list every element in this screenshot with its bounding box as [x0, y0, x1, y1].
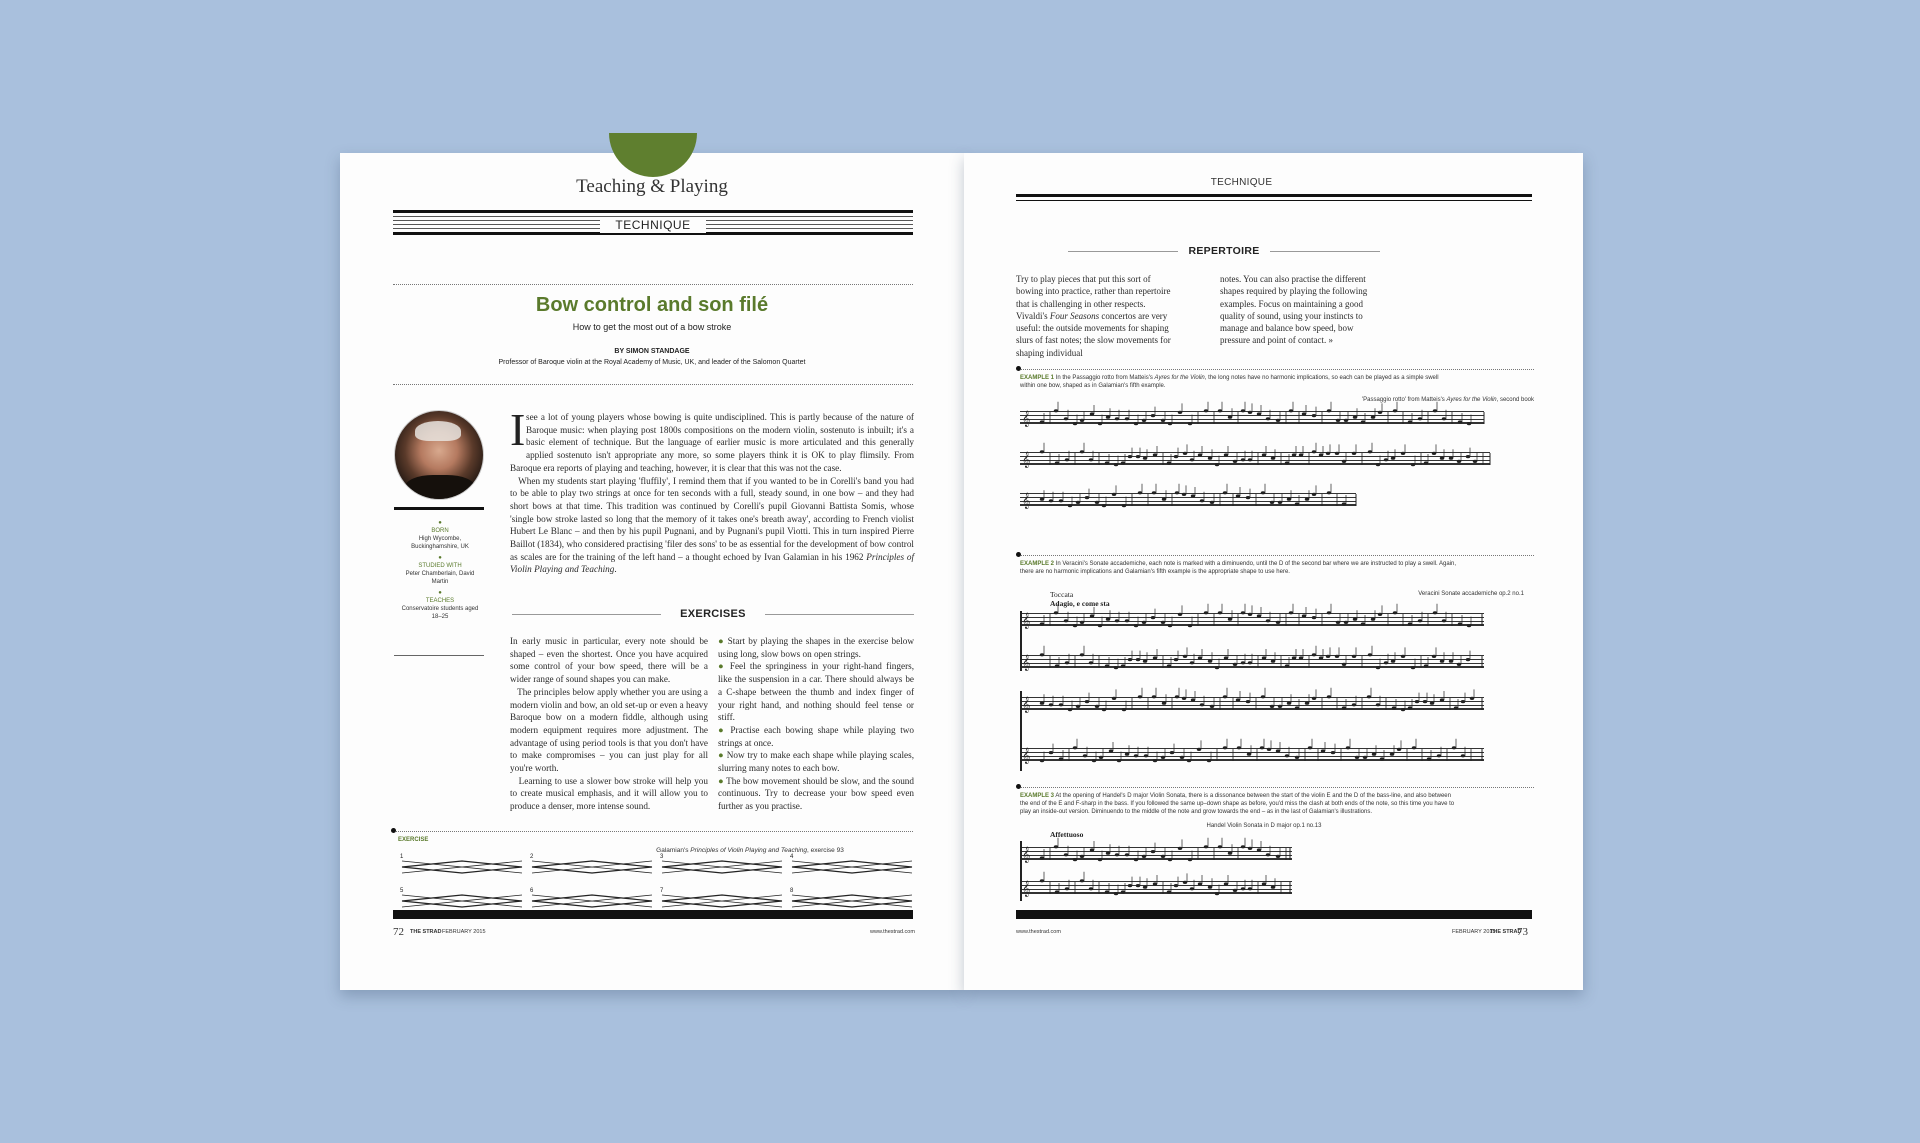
example3-caption — [1020, 792, 1460, 816]
note-group — [1022, 688, 1482, 713]
byline: BY SIMON STANDAGE — [614, 348, 690, 355]
repertoire-column-2: notes. You can also practise the different shapes required by playing the following examples. Focus on maintaining a good quality of sound, using your instincts to manage and balance bow speed, bow pressure and point of contact. » — [1220, 274, 1368, 346]
bow-shape — [790, 888, 912, 907]
example2-bullet — [1016, 552, 1021, 557]
example1-source: 'Passaggio rotto' from Matteis's Ayres for the Violin, second book — [1361, 397, 1534, 403]
example2-piece-title: Toccata — [1050, 590, 1074, 599]
footer-url: www.thestrad.com — [1016, 929, 1061, 935]
bow-shape-number: 3 — [660, 854, 664, 860]
page-folio: 72 — [393, 926, 404, 938]
footer-magazine: THE STRAD — [410, 929, 442, 935]
bow-shape-number: 6 — [530, 888, 534, 894]
example1-bullet — [1016, 366, 1021, 371]
exercise-source: Galamian's Principles of Violin Playing and Teaching, exercise 93 — [656, 847, 844, 854]
note-group — [1022, 872, 1290, 897]
left-page — [340, 153, 964, 990]
note-group — [1022, 402, 1484, 427]
svg-text:𝄞: 𝄞 — [1022, 748, 1031, 764]
svg-text:𝄞: 𝄞 — [1022, 847, 1031, 863]
right-page — [964, 153, 1583, 990]
header-rule-2 — [393, 216, 913, 217]
bio-panel — [390, 519, 490, 621]
bow-shape-number: 8 — [790, 888, 794, 894]
example2-caption — [1020, 560, 1460, 576]
example3-notation — [1020, 841, 1534, 916]
bow-shape-number: 5 — [400, 888, 404, 894]
bow-shape-number: 4 — [790, 854, 794, 860]
repertoire-column-1: Try to play pieces that put this sort of bowing into practice, rather than repertoire that is challenging in other respects. Vivaldi's Four Seasons concertos are very useful: the outside movements for shaping slurs of fast notes; the slow movements for shaping individual — [1016, 274, 1171, 358]
section-title: Teaching & Playing — [576, 176, 728, 197]
note-group — [1022, 484, 1356, 509]
article-title: Bow control and son filé — [535, 294, 769, 316]
example2-notation — [1020, 611, 1534, 786]
example3-tempo: Affettuoso — [1050, 830, 1084, 839]
bow-shape-number: 7 — [660, 888, 664, 894]
section-semicircle — [609, 133, 697, 177]
section-tab: TECHNIQUE — [600, 218, 706, 233]
note-group — [1022, 739, 1482, 764]
bow-shape — [400, 854, 522, 873]
bow-shape — [660, 888, 782, 907]
example3-label: EXAMPLE 3 — [1020, 793, 1055, 799]
page-folio: 73 — [1517, 926, 1528, 938]
svg-text:𝄞: 𝄞 — [1022, 493, 1031, 509]
exercise-box-rule — [393, 831, 913, 832]
example3-score — [1020, 841, 1534, 916]
svg-text:𝄞: 𝄞 — [1022, 655, 1031, 671]
footer-url: www.thestrad.com — [870, 929, 915, 935]
bow-shape-number: 2 — [530, 854, 534, 860]
footer-rule — [393, 910, 913, 919]
exercises-column-1: In early music in particular, every note should be shaped – even the shortest. Once you have acquired some control of your bow speed, there will be a wider range of sound shapes you can make. The principles below apply whether you are using a modern violin and bow, an old set-up or even a heavy Baroque bow on a modern fiddle, although using modern equipment requires more adjustment. The advantage of using period tools is that you don't have to make compromises – you can just play for all you're worth. Learning to use a slower bow stroke will help you to create musical emphasis, and it will allow you to produce a denser, more intense sound. — [510, 636, 708, 812]
title-rule-top — [393, 284, 913, 285]
example2-text: In Veracini's Sonate accademiche, each note is marked with a diminuendo, until the D of the second bar where we are instructed to play a swell. Again, there are no harmonic implications and Galamian's fifth example is the appropriate shape to use here. — [1020, 561, 1457, 575]
exercises-column-2: ● Start by playing the shapes in the exercise below using long, slow bows on open strings. ● Feel the springiness in your right-hand fingers, like the suspension in a car. There should always be a C-shape between the thumb and index finger of your right hand, and nothing should feel tense or stiff. ● Practise each bowing shape while playing two strings at once. ● Now try to make each shape while playing scales, slurring many notes to each bow. ● The bow movement should be slow, and the sound continuous. Try to decrease your bow speed even further as you practise. — [718, 636, 914, 812]
example2-label: EXAMPLE 2 — [1020, 561, 1055, 567]
svg-text:𝄞: 𝄞 — [1022, 452, 1031, 468]
example3-rule — [1018, 787, 1534, 788]
example1-notation — [1020, 408, 1534, 508]
intro-body: see a lot of young players whose bowing is quite undisciplined. This is partly because of the nature of Baroque music: when playing post 1800s compositions on the modern violin, sostenuto is inbuilt; it's a basic element of technique. But the language of earlier music is more articulated and this generally applied sostenuto isn't appropriate any more, so some players think it is OK to play flimsily. From Baroque era reports of playing and teaching, however, it is clear that this was not the case. When my students start playing 'fluffily', I remind them that if you wanted to be in Corelli's band you had to be able to play two strings at once for ten seconds with a full, steady sound, in one bow – and they had short bows at that time. This tradition was continued by Corelli's pupil Giovanni Battista Somis, whose 'single bow stroke lasted so long that the memory of it takes one's breath away', according to French violist Hubert Le Blanc – and then by his pupil Pugnani, and by Pugnani's pupil Viotti. This in turn inspired Pierre Baillot (1834), who considered practising 'filer des sons' to be as essential for the development of bow control as scales are for the training of the left hand – a thought echoed by Ivan Galamian in his 1962 Principles of Violin Playing and Teaching. — [510, 412, 914, 575]
footer-date: FEBRUARY 2015 — [1452, 929, 1496, 935]
svg-text:𝄞: 𝄞 — [1022, 881, 1031, 897]
exercises-heading: EXERCISES — [661, 608, 765, 620]
bio-born-value: High Wycombe, Buckinghamshire, UK — [411, 536, 469, 550]
svg-text:𝄞: 𝄞 — [1022, 411, 1031, 427]
bio-dot: ● — [438, 520, 442, 526]
bow-shape — [530, 854, 652, 873]
bio-rule-top — [394, 507, 484, 510]
example1-rule — [1018, 369, 1534, 370]
bio-teaches-value: Conservatoire students aged 18–25 — [401, 606, 479, 620]
bio-dot: ● — [438, 555, 442, 561]
svg-text:𝄞: 𝄞 — [1022, 613, 1031, 629]
bio-studied-value: Peter Chamberlain, David Martin — [405, 571, 475, 585]
repertoire-heading: REPERTOIRE — [1178, 245, 1270, 257]
example3-source: Handel Violin Sonata in D major op.1 no.13 — [1206, 823, 1322, 829]
example2-source: Veracini Sonate accademiche op.2 no.1 — [1418, 591, 1524, 597]
bow-shape-number: 1 — [400, 854, 404, 860]
example1-label: EXAMPLE 1 — [1020, 375, 1055, 381]
bio-rule-bottom — [394, 655, 484, 656]
header-rule-b — [1016, 200, 1532, 201]
exercise-label: EXERCISE — [398, 837, 429, 843]
footer-magazine: THE STRAD — [1490, 929, 1522, 935]
example1-text: In the Passaggio rotto from Matteis's Ayres for the Violin, the long notes have no harmonic implications, so each can be played as a simple swell within one bow, shaped as in Galamian's fifth example. — [1020, 375, 1439, 389]
exercise-bullet — [391, 828, 396, 833]
running-header: TECHNIQUE — [1210, 177, 1273, 188]
bow-shape — [660, 854, 782, 873]
example1-score — [1020, 408, 1534, 508]
bio-studied-label: STUDIED WITH — [418, 563, 462, 569]
bow-shape — [790, 854, 912, 873]
example3-text: At the opening of Handel's D major Violin Sonata, there is a dissonance between the start of the violin E and the D of the bass-line, and also between the end of the E and F-sharp in the bass. If you followed the same up–down shape as before, you'd miss the clash at both ends of the note, so this time you have to play an inside-out version. Diminuendo to the middle of the note and grow towards the end – as in the last of Galamian's illustrations. — [1020, 793, 1455, 815]
bio-born-label: BORN — [431, 528, 449, 534]
example2-tempo: Adagio, e come sta — [1050, 599, 1110, 608]
byline-description: Professor of Baroque violin at the Royal Academy of Music, UK, and leader of the Salomon Quartet — [498, 359, 806, 366]
bow-shape — [400, 888, 522, 907]
bow-shape — [530, 888, 652, 907]
note-group — [1022, 838, 1290, 863]
example3-bullet — [1016, 784, 1021, 789]
title-rule-bottom — [393, 384, 913, 385]
note-group — [1022, 443, 1490, 468]
drop-cap: I — [510, 404, 526, 455]
example2-rule — [1018, 555, 1534, 556]
footer-date: FEBRUARY 2015 — [442, 929, 486, 935]
bio-dot: ● — [438, 590, 442, 596]
bow-shape-diagrams — [390, 853, 920, 913]
header-rule-a — [1016, 194, 1532, 197]
author-avatar — [394, 410, 484, 500]
note-group — [1022, 646, 1482, 671]
example2-score — [1020, 611, 1534, 786]
header-rule-1 — [393, 210, 913, 213]
svg-text:𝄞: 𝄞 — [1022, 697, 1031, 713]
bio-teaches-label: TEACHES — [425, 598, 455, 604]
example1-caption — [1020, 374, 1448, 390]
article-subtitle: How to get the most out of a bow stroke — [572, 322, 732, 332]
footer-rule — [1016, 910, 1532, 919]
